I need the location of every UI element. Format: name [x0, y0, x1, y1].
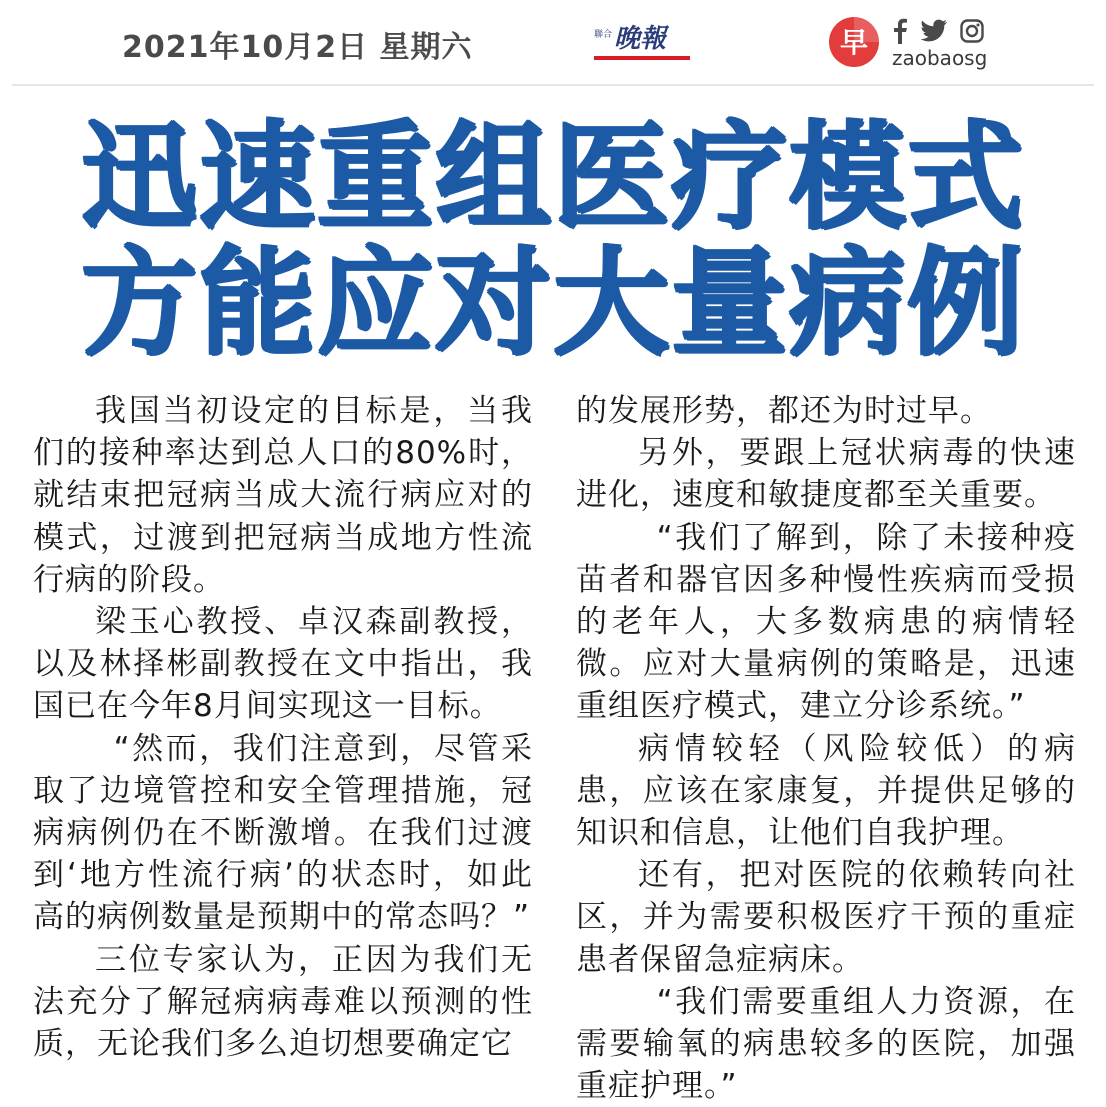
zaobao-badge-icon: [828, 16, 880, 68]
paragraph: 我国当初设定的目标是，当我们的接种率达到总人口的80%时，就结束把冠病当成大流行病应对的模式，过渡到把冠病当成地方性流行病的阶段。: [33, 393, 533, 598]
facebook-icon[interactable]: [892, 18, 908, 44]
paragraph: 还有，把对医院的依赖转向社区，并为需要积极医疗干预的重症患者保留急症病床。: [576, 857, 1076, 978]
paragraph: 的发展形势，都还为时过早。: [576, 393, 992, 429]
social-icons: [892, 16, 1002, 46]
article-column-left: [33, 390, 533, 1065]
paragraph: 三位专家认为，正因为我们无法充分了解冠病病毒难以预测的性质，无论我们多么迫切想要确定它: [33, 941, 533, 1063]
masthead: [0, 0, 1106, 84]
article-column-right: [576, 390, 1076, 1107]
badge-char: 早: [839, 26, 869, 59]
paragraph: “然而，我们注意到，尽管采取了边境管控和安全管理措施，冠病病例仍在不断激增。在我们过渡到‘地方性流行病’的状态时，如此高的病例数量是预期中的常态吗？”: [33, 730, 533, 936]
twitter-icon[interactable]: [920, 19, 948, 43]
masthead-divider: [12, 84, 1094, 86]
headline-line-1: 迅速重组医疗模式: [81, 110, 1025, 245]
lianhe-wanbao-logo: [594, 24, 690, 62]
instagram-icon[interactable]: [960, 19, 984, 43]
headline-line-2: 方能应对大量病例: [81, 236, 1025, 371]
paragraph: 另外，要跟上冠状病毒的快速进化，速度和敏捷度都至关重要。: [576, 435, 1076, 514]
logo-underline: [594, 56, 690, 60]
paragraph: 病情较轻（风险较低）的病患，应该在家康复，并提供足够的知识和信息，让他们自我护理。: [576, 730, 1076, 852]
logo-small-text: 聯合: [594, 30, 613, 40]
social-handle: zaobaosg: [892, 46, 988, 70]
paragraph: 梁玉心教授、卓汉森副教授，以及林择彬副教授在文中指出，我国已在今年8月间实现这一目标。: [33, 604, 533, 725]
paragraph: “我们需要重组人力资源，在需要输氧的病患较多的医院，加强重症护理。”: [576, 983, 1076, 1105]
logo-name: 晚報: [614, 24, 667, 54]
issue-date: 2021年10月2日 星期六: [122, 30, 473, 65]
paragraph: “我们了解到，除了未接种疫苗者和器官因多种慢性疾病而受损的老年人，大多数病患的病情轻微。应对大量病例的策略是，迅速重组医疗模式，建立分诊系统。”: [576, 519, 1076, 725]
